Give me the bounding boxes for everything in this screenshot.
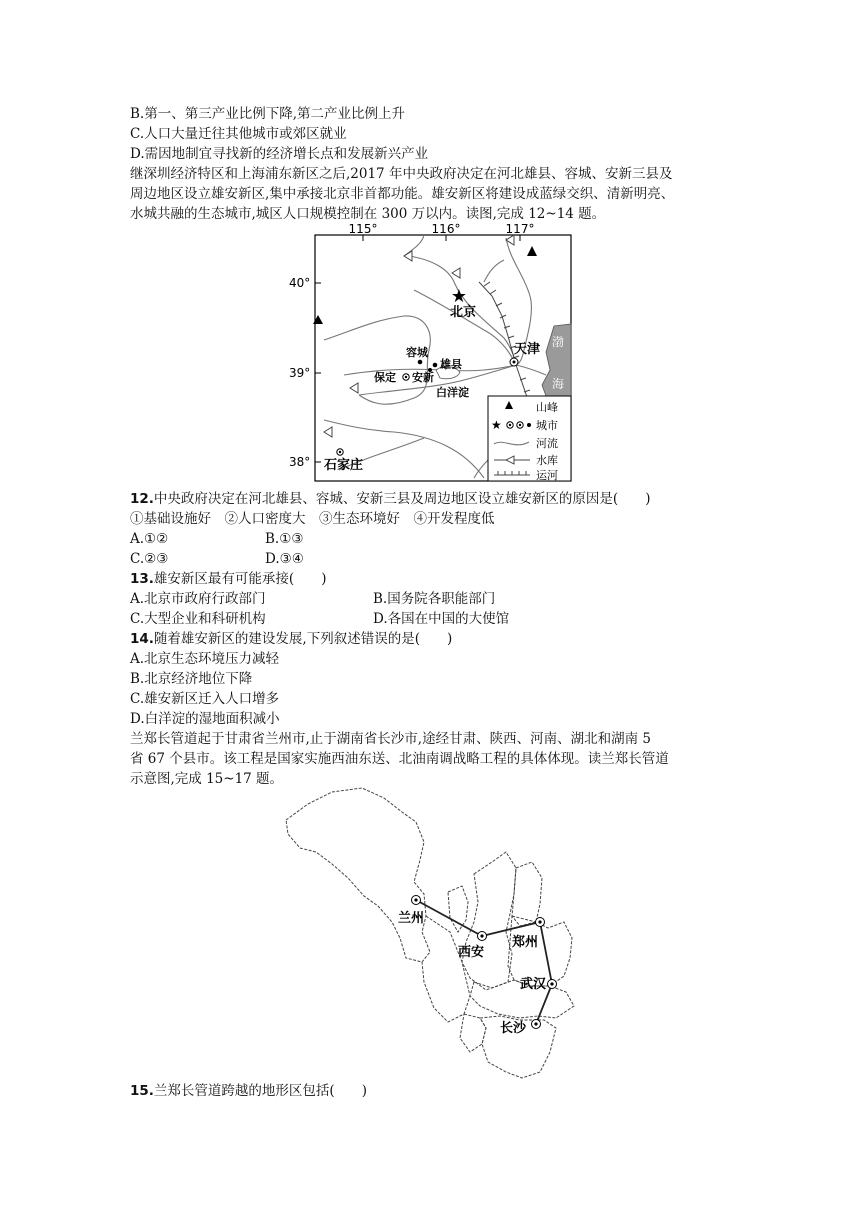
lat-label-39: 39° (289, 366, 311, 380)
legend-peak: 山峰 (536, 401, 558, 414)
passage1-line3: 水城共融的生态城市,城区人口规模控制在 300 万以内。读图,完成 12~14 题。 (130, 206, 606, 222)
option-d-prev: D.需因地制宜寻找新的经济增长点和发展新兴产业 (130, 146, 429, 162)
question-13 (130, 569, 326, 589)
lon-label-116: 116° (431, 222, 461, 236)
sea-label-1: 渤 (552, 335, 565, 349)
q12-option-b[interactable]: B.①③ (265, 531, 304, 547)
city-label-changsha: 长沙 (500, 1021, 527, 1036)
q13-option-b[interactable]: B.国务院各职能部门 (373, 591, 496, 607)
passage2-line1: 兰郑长管道起于甘肃省兰州市,止于湖南省长沙市,途经甘肃、陕西、河南、湖北和湖南 5 (130, 731, 651, 747)
question-14 (130, 629, 452, 649)
question-14-number: 14. (130, 631, 154, 647)
peak-icon (527, 246, 537, 256)
lat-label-40: 40° (289, 276, 311, 290)
q13-option-c[interactable]: C.大型企业和科研机构 (130, 611, 266, 627)
question-13-number: 13. (130, 571, 154, 587)
q14-option-d[interactable]: D.白洋淀的湿地面积减小 (130, 711, 280, 727)
city-label-zhengzhou: 郑州 (512, 935, 539, 950)
question-12-stem: 中央政府决定在河北雄县、容城、安新三县及周边地区设立雄安新区的原因是( ) (153, 491, 651, 507)
legend-city-star-icon: ★ (491, 418, 502, 432)
city-label-anxin: 安新 (412, 371, 434, 384)
pipeline-route (416, 900, 552, 1024)
reservoirs (324, 235, 514, 437)
question-12-factors: ①基础设施好 ②人口密度大 ③生态环境好 ④开发程度低 (130, 511, 495, 527)
question-12 (130, 489, 650, 509)
legend-city: 城市 (536, 419, 558, 432)
passage1-line2: 周边地区设立雄安新区,集中承接北京非首都功能。雄安新区将建设成蓝绿交织、清新明亮、 (130, 186, 675, 202)
sea-label-2: 海 (552, 377, 565, 391)
city-label-rongcheng: 容城 (406, 346, 428, 359)
passage2-line3: 示意图,完成 15~17 题。 (130, 771, 284, 787)
city-label-lanzhou: 兰州 (398, 911, 425, 926)
xiongan-map (284, 220, 584, 486)
option-b-prev: B.第一、第三产业比例下降,第二产业比例上升 (130, 106, 406, 122)
passage2-line2: 省 67 个县市。该工程是国家实施西油东送、北油南调战略工程的具体体现。读兰郑长管道 (130, 751, 669, 767)
q12-option-a[interactable]: A.①② (130, 531, 169, 547)
zhengzhou-marker (536, 918, 545, 927)
legend-reservoir: 水库 (536, 454, 558, 467)
lon-label-115: 115° (348, 222, 378, 236)
city-label-xian: 西安 (458, 945, 485, 960)
passage1-line1: 继深圳经济特区和上海浦东新区之后,2017 年中央政府决定在河北雄县、容城、安新三县及 (130, 166, 673, 182)
city-label-baoding: 保定 (374, 371, 396, 384)
province-boundaries (286, 788, 574, 1078)
changsha-marker (532, 1020, 541, 1029)
q14-option-a[interactable]: A.北京生态环境压力减轻 (130, 651, 280, 667)
q14-option-b[interactable]: B.北京经济地位下降 (130, 671, 253, 687)
xiongxian-dot-icon (433, 363, 438, 368)
map-legend (488, 396, 571, 482)
lon-label-117: 117° (505, 222, 535, 236)
question-15 (130, 1081, 367, 1101)
xian-marker (478, 932, 487, 941)
option-c-prev: C.人口大量迁往其他城市或郊区就业 (130, 126, 347, 142)
lanzhou-marker (412, 896, 421, 905)
city-label-beijing: 北京 (450, 305, 477, 320)
question-14-stem: 随着雄安新区的建设发展,下列叙述错误的是( ) (153, 631, 453, 647)
city-label-shijiazhuang: 石家庄 (324, 458, 364, 473)
question-15-stem: 兰郑长管道跨越的地形区包括( ) (153, 1083, 367, 1099)
pipeline-map (274, 782, 590, 1082)
legend-river: 河流 (536, 437, 558, 450)
question-15-number: 15. (130, 1083, 154, 1099)
question-12-number: 12. (130, 491, 154, 507)
q12-option-c[interactable]: C.②③ (130, 551, 169, 567)
city-label-xiongxian: 雄县 (440, 358, 462, 371)
wuhan-marker (548, 980, 557, 989)
beijing-star-icon: ★ (450, 286, 468, 307)
q13-option-a[interactable]: A.北京市政府行政部门 (130, 591, 266, 607)
question-13-stem: 雄安新区最有可能承接( ) (153, 571, 327, 587)
city-label-tianjin: 天津 (514, 342, 541, 357)
lat-label-38: 38° (289, 455, 311, 469)
q12-option-d[interactable]: D.③④ (265, 551, 304, 567)
q13-option-d[interactable]: D.各国在中国的大使馆 (373, 611, 510, 627)
legend-canal: 运河 (536, 469, 558, 482)
q14-option-c[interactable]: C.雄安新区迁入人口增多 (130, 691, 280, 707)
lake-label: 白洋淀 (436, 386, 469, 399)
city-label-wuhan: 武汉 (520, 977, 547, 992)
rongcheng-dot-icon (418, 360, 423, 365)
